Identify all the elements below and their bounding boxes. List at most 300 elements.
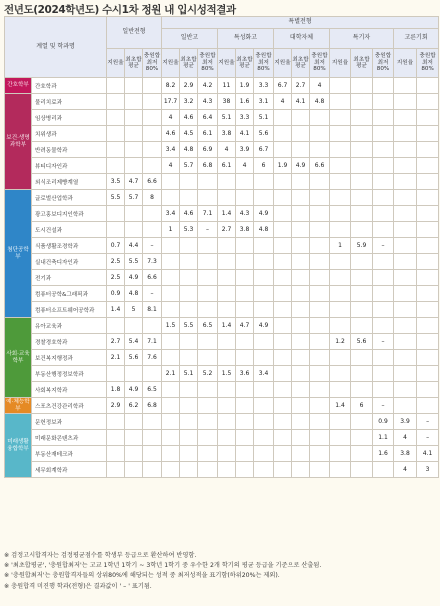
table-row: [5, 286, 439, 302]
value-cell: [394, 94, 417, 110]
value-cell: 6.6: [143, 174, 162, 190]
value-cell: [107, 206, 125, 222]
value-cell: [394, 142, 417, 158]
value-cell: 5.4: [125, 334, 143, 350]
value-cell: 4.3: [198, 94, 218, 110]
value-cell: 4.9: [125, 382, 143, 398]
value-cell: [417, 78, 439, 94]
value-cell: 1: [162, 222, 180, 238]
value-cell: [218, 462, 236, 478]
value-cell: [417, 254, 439, 270]
value-cell: [351, 142, 373, 158]
metric-header: 충원합최저80%: [254, 49, 274, 78]
value-cell: 4.9: [292, 158, 310, 174]
value-cell: 5.1: [254, 110, 274, 126]
value-cell: [218, 414, 236, 430]
value-cell: [310, 318, 330, 334]
major-name: 스포츠건강관리학과: [32, 398, 107, 414]
value-cell: 4.8: [180, 142, 198, 158]
value-cell: [180, 430, 198, 446]
value-cell: [198, 382, 218, 398]
value-cell: [417, 158, 439, 174]
value-cell: [107, 446, 125, 462]
footnote: ※ '최초합평균', '충원합최저'는 고교 1학년 1학기 ~ 3학년 1학기 중 우수한 2개 학기의 평균 등급을 기준으로 산출됨.: [4, 562, 322, 570]
value-cell: [292, 174, 310, 190]
value-cell: [125, 318, 143, 334]
value-cell: [162, 174, 180, 190]
value-cell: [180, 414, 198, 430]
value-cell: 1.6: [373, 446, 394, 462]
value-cell: [107, 110, 125, 126]
value-cell: [330, 78, 351, 94]
value-cell: [218, 446, 236, 462]
value-cell: [125, 94, 143, 110]
value-cell: 2.7: [218, 222, 236, 238]
value-cell: [198, 446, 218, 462]
value-cell: [310, 190, 330, 206]
value-cell: 38: [218, 94, 236, 110]
major-name: 부동산재테크과: [32, 446, 107, 462]
value-cell: [330, 382, 351, 398]
value-cell: [330, 366, 351, 382]
value-cell: [417, 382, 439, 398]
value-cell: [218, 398, 236, 414]
value-cell: [236, 174, 254, 190]
value-cell: 1.5: [218, 366, 236, 382]
value-cell: [292, 446, 310, 462]
value-cell: 4: [162, 110, 180, 126]
value-cell: 7.3: [143, 254, 162, 270]
value-cell: [218, 430, 236, 446]
value-cell: –: [143, 286, 162, 302]
major-name: 식품생활조경학과: [32, 238, 107, 254]
value-cell: 4.8: [254, 222, 274, 238]
value-cell: [310, 206, 330, 222]
value-cell: [310, 382, 330, 398]
value-cell: [330, 190, 351, 206]
value-cell: [394, 78, 417, 94]
value-cell: 4.1: [236, 126, 254, 142]
value-cell: [417, 302, 439, 318]
value-cell: [236, 254, 254, 270]
value-cell: –: [417, 414, 439, 430]
value-cell: [125, 430, 143, 446]
value-cell: 3.3: [236, 110, 254, 126]
value-cell: [417, 286, 439, 302]
value-cell: [254, 302, 274, 318]
value-cell: 4.2: [198, 78, 218, 94]
value-cell: [180, 446, 198, 462]
value-cell: [330, 270, 351, 286]
value-cell: [254, 430, 274, 446]
value-cell: 4.1: [417, 446, 439, 462]
value-cell: 6.9: [198, 142, 218, 158]
value-cell: [417, 318, 439, 334]
value-cell: [180, 398, 198, 414]
value-cell: –: [373, 238, 394, 254]
metric-header: 최초합평균: [292, 49, 310, 78]
value-cell: [394, 334, 417, 350]
value-cell: 5.7: [180, 158, 198, 174]
value-cell: [107, 78, 125, 94]
value-cell: [254, 174, 274, 190]
value-cell: [236, 398, 254, 414]
subgroup-header-4: 고른기회: [394, 29, 439, 49]
value-cell: [198, 462, 218, 478]
value-cell: [292, 270, 310, 286]
major-name: 치위생과: [32, 126, 107, 142]
value-cell: 1.4: [330, 398, 351, 414]
college-label: 간호학부: [5, 78, 32, 94]
footnote: ※ 충원합격 미진행 학과(전형)은 결과값이 ' – ' 표기됨.: [4, 582, 152, 590]
value-cell: [218, 254, 236, 270]
value-cell: [292, 318, 310, 334]
table-row: [5, 126, 439, 142]
value-cell: 6.1: [218, 158, 236, 174]
value-cell: [236, 414, 254, 430]
value-cell: [330, 126, 351, 142]
value-cell: [162, 382, 180, 398]
value-cell: [107, 126, 125, 142]
value-cell: [292, 222, 310, 238]
value-cell: [143, 414, 162, 430]
table-row: [5, 462, 439, 478]
value-cell: [417, 270, 439, 286]
value-cell: [351, 350, 373, 366]
value-cell: 4.8: [125, 286, 143, 302]
value-cell: 1.5: [162, 318, 180, 334]
value-cell: [351, 318, 373, 334]
major-name: 반려동물학과: [32, 142, 107, 158]
value-cell: 3.8: [394, 446, 417, 462]
value-cell: [330, 142, 351, 158]
value-cell: [351, 302, 373, 318]
value-cell: [218, 270, 236, 286]
value-cell: 6: [351, 398, 373, 414]
value-cell: [274, 302, 292, 318]
value-cell: [310, 254, 330, 270]
value-cell: [198, 398, 218, 414]
value-cell: 4: [162, 158, 180, 174]
value-cell: [310, 238, 330, 254]
value-cell: [373, 190, 394, 206]
value-cell: [218, 238, 236, 254]
value-cell: [107, 158, 125, 174]
page-title: 전년도(2024학년도) 수시1차 정원 내 입시성적결과: [4, 4, 236, 16]
value-cell: [394, 350, 417, 366]
value-cell: 8.1: [143, 302, 162, 318]
value-cell: 6.8: [198, 158, 218, 174]
value-cell: [292, 110, 310, 126]
table-row: [5, 190, 439, 206]
value-cell: [254, 270, 274, 286]
value-cell: [394, 366, 417, 382]
major-name: 미래문화콘텐츠과: [32, 430, 107, 446]
footnote: ※ 검정고시합격자는 검정평균점수를 학생부 등급으로 환산하여 반영함.: [4, 552, 197, 559]
metric-header: 지원율: [162, 49, 180, 78]
value-cell: [107, 462, 125, 478]
table-row: [5, 414, 439, 430]
value-cell: [180, 286, 198, 302]
value-cell: [125, 158, 143, 174]
value-cell: 4.3: [236, 206, 254, 222]
value-cell: [351, 126, 373, 142]
value-cell: [274, 462, 292, 478]
value-cell: [310, 446, 330, 462]
value-cell: [330, 222, 351, 238]
value-cell: 1.4: [107, 302, 125, 318]
value-cell: [274, 430, 292, 446]
value-cell: [162, 286, 180, 302]
value-cell: [292, 462, 310, 478]
special-admission-header: 특별전형: [162, 17, 439, 29]
value-cell: 4.1: [292, 94, 310, 110]
value-cell: [394, 158, 417, 174]
value-cell: [351, 110, 373, 126]
value-cell: [394, 190, 417, 206]
college-label: 미래생활융합학부: [5, 414, 32, 478]
value-cell: [351, 206, 373, 222]
value-cell: [394, 110, 417, 126]
value-cell: [236, 430, 254, 446]
value-cell: [236, 350, 254, 366]
value-cell: 3: [417, 462, 439, 478]
metric-header: 충원합최저80%: [417, 49, 439, 78]
value-cell: 6.8: [143, 398, 162, 414]
value-cell: 2.9: [107, 398, 125, 414]
value-cell: [292, 142, 310, 158]
value-cell: [274, 366, 292, 382]
value-cell: 4.6: [162, 126, 180, 142]
value-cell: [394, 174, 417, 190]
value-cell: 2.5: [107, 270, 125, 286]
value-cell: 17.7: [162, 94, 180, 110]
value-cell: [143, 430, 162, 446]
value-cell: 5.1: [218, 110, 236, 126]
value-cell: [373, 382, 394, 398]
value-cell: [292, 366, 310, 382]
value-cell: [218, 302, 236, 318]
value-cell: –: [373, 334, 394, 350]
table-row: [5, 366, 439, 382]
value-cell: 4.7: [236, 318, 254, 334]
value-cell: 6.4: [198, 110, 218, 126]
value-cell: [107, 366, 125, 382]
major-name: 간호학과: [32, 78, 107, 94]
value-cell: [180, 174, 198, 190]
value-cell: [310, 286, 330, 302]
value-cell: [373, 366, 394, 382]
value-cell: –: [417, 430, 439, 446]
metric-header: 지원율: [330, 49, 351, 78]
metric-header: 충원합최저80%: [198, 49, 218, 78]
value-cell: [198, 414, 218, 430]
value-cell: [351, 190, 373, 206]
value-cell: [254, 334, 274, 350]
value-cell: [373, 174, 394, 190]
major-name: 유아교육과: [32, 318, 107, 334]
subgroup-header-2: 대학자체: [274, 29, 330, 49]
value-cell: [330, 286, 351, 302]
value-cell: [107, 318, 125, 334]
value-cell: [162, 398, 180, 414]
value-cell: [394, 222, 417, 238]
value-cell: [310, 142, 330, 158]
value-cell: [274, 174, 292, 190]
value-cell: [351, 446, 373, 462]
value-cell: [310, 110, 330, 126]
value-cell: [162, 302, 180, 318]
table-row: [5, 78, 439, 94]
value-cell: 4.9: [125, 270, 143, 286]
value-cell: 7.6: [143, 350, 162, 366]
subgroup-header-1: 특성화고: [218, 29, 274, 49]
value-cell: [162, 414, 180, 430]
value-cell: [107, 94, 125, 110]
table-row: [5, 430, 439, 446]
value-cell: [394, 238, 417, 254]
value-cell: [373, 78, 394, 94]
metric-header: 충원합최저80%: [310, 49, 330, 78]
value-cell: [218, 382, 236, 398]
value-cell: [125, 446, 143, 462]
value-cell: [180, 302, 198, 318]
value-cell: [292, 286, 310, 302]
table-row: [5, 222, 439, 238]
value-cell: [143, 222, 162, 238]
value-cell: [143, 158, 162, 174]
value-cell: [330, 414, 351, 430]
value-cell: [274, 254, 292, 270]
value-cell: [394, 398, 417, 414]
value-cell: –: [143, 238, 162, 254]
value-cell: [351, 286, 373, 302]
value-cell: [417, 126, 439, 142]
value-cell: 4: [218, 142, 236, 158]
value-cell: 5.6: [351, 334, 373, 350]
value-cell: [310, 126, 330, 142]
value-cell: [351, 430, 373, 446]
value-cell: [254, 190, 274, 206]
value-cell: [292, 334, 310, 350]
value-cell: [236, 462, 254, 478]
value-cell: [274, 382, 292, 398]
value-cell: [236, 190, 254, 206]
value-cell: [198, 334, 218, 350]
value-cell: –: [373, 398, 394, 414]
value-cell: 0.9: [373, 414, 394, 430]
value-cell: [292, 414, 310, 430]
metric-header: 지원율: [218, 49, 236, 78]
value-cell: [107, 222, 125, 238]
value-cell: [310, 366, 330, 382]
value-cell: [274, 142, 292, 158]
value-cell: 4.4: [125, 238, 143, 254]
value-cell: 5: [125, 302, 143, 318]
value-cell: [330, 110, 351, 126]
value-cell: 2.9: [180, 78, 198, 94]
value-cell: [198, 270, 218, 286]
value-cell: [143, 126, 162, 142]
value-cell: [394, 126, 417, 142]
value-cell: [351, 462, 373, 478]
table-row: [5, 270, 439, 286]
value-cell: 5.2: [198, 366, 218, 382]
value-cell: 4: [274, 94, 292, 110]
value-cell: [162, 190, 180, 206]
value-cell: [394, 206, 417, 222]
value-cell: [330, 254, 351, 270]
major-name: 컴퓨터소프트웨어공학과: [32, 302, 107, 318]
value-cell: [373, 302, 394, 318]
value-cell: [218, 350, 236, 366]
value-cell: [330, 350, 351, 366]
value-cell: [310, 174, 330, 190]
table-row: [5, 398, 439, 414]
value-cell: [292, 398, 310, 414]
value-cell: [417, 206, 439, 222]
value-cell: [143, 142, 162, 158]
major-name: 뷰티디자인과: [32, 158, 107, 174]
value-cell: 3.9: [236, 142, 254, 158]
table-row: [5, 174, 439, 190]
college-label: 사회·교육학부: [5, 318, 32, 398]
college-label: 예·체능학부: [6, 398, 30, 412]
value-cell: [330, 462, 351, 478]
value-cell: [143, 366, 162, 382]
value-cell: 6.2: [125, 398, 143, 414]
general-admission-header: 일반전형: [107, 17, 162, 49]
value-cell: [180, 334, 198, 350]
value-cell: [417, 334, 439, 350]
value-cell: 3.2: [180, 94, 198, 110]
table-row: [5, 302, 439, 318]
value-cell: [351, 382, 373, 398]
value-cell: 3.3: [254, 78, 274, 94]
value-cell: [310, 398, 330, 414]
value-cell: [373, 142, 394, 158]
value-cell: 1.6: [236, 94, 254, 110]
value-cell: [198, 254, 218, 270]
value-cell: 4.5: [180, 126, 198, 142]
value-cell: [394, 382, 417, 398]
value-cell: [125, 126, 143, 142]
major-name: 보건복지행정과: [32, 350, 107, 366]
value-cell: 0.7: [107, 238, 125, 254]
value-cell: [274, 222, 292, 238]
value-cell: [180, 382, 198, 398]
value-cell: [373, 350, 394, 366]
value-cell: [394, 270, 417, 286]
value-cell: [162, 446, 180, 462]
value-cell: [330, 446, 351, 462]
value-cell: [143, 462, 162, 478]
major-name: 임상병리과: [32, 110, 107, 126]
value-cell: [292, 254, 310, 270]
major-name: 사회복지학과: [32, 382, 107, 398]
value-cell: [125, 110, 143, 126]
value-cell: [310, 462, 330, 478]
value-cell: 5.5: [125, 254, 143, 270]
value-cell: 6.6: [143, 270, 162, 286]
value-cell: [417, 238, 439, 254]
value-cell: [417, 350, 439, 366]
value-cell: [274, 110, 292, 126]
metric-header: 지원율: [274, 49, 292, 78]
value-cell: 0.9: [107, 286, 125, 302]
value-cell: [373, 206, 394, 222]
value-cell: [236, 446, 254, 462]
